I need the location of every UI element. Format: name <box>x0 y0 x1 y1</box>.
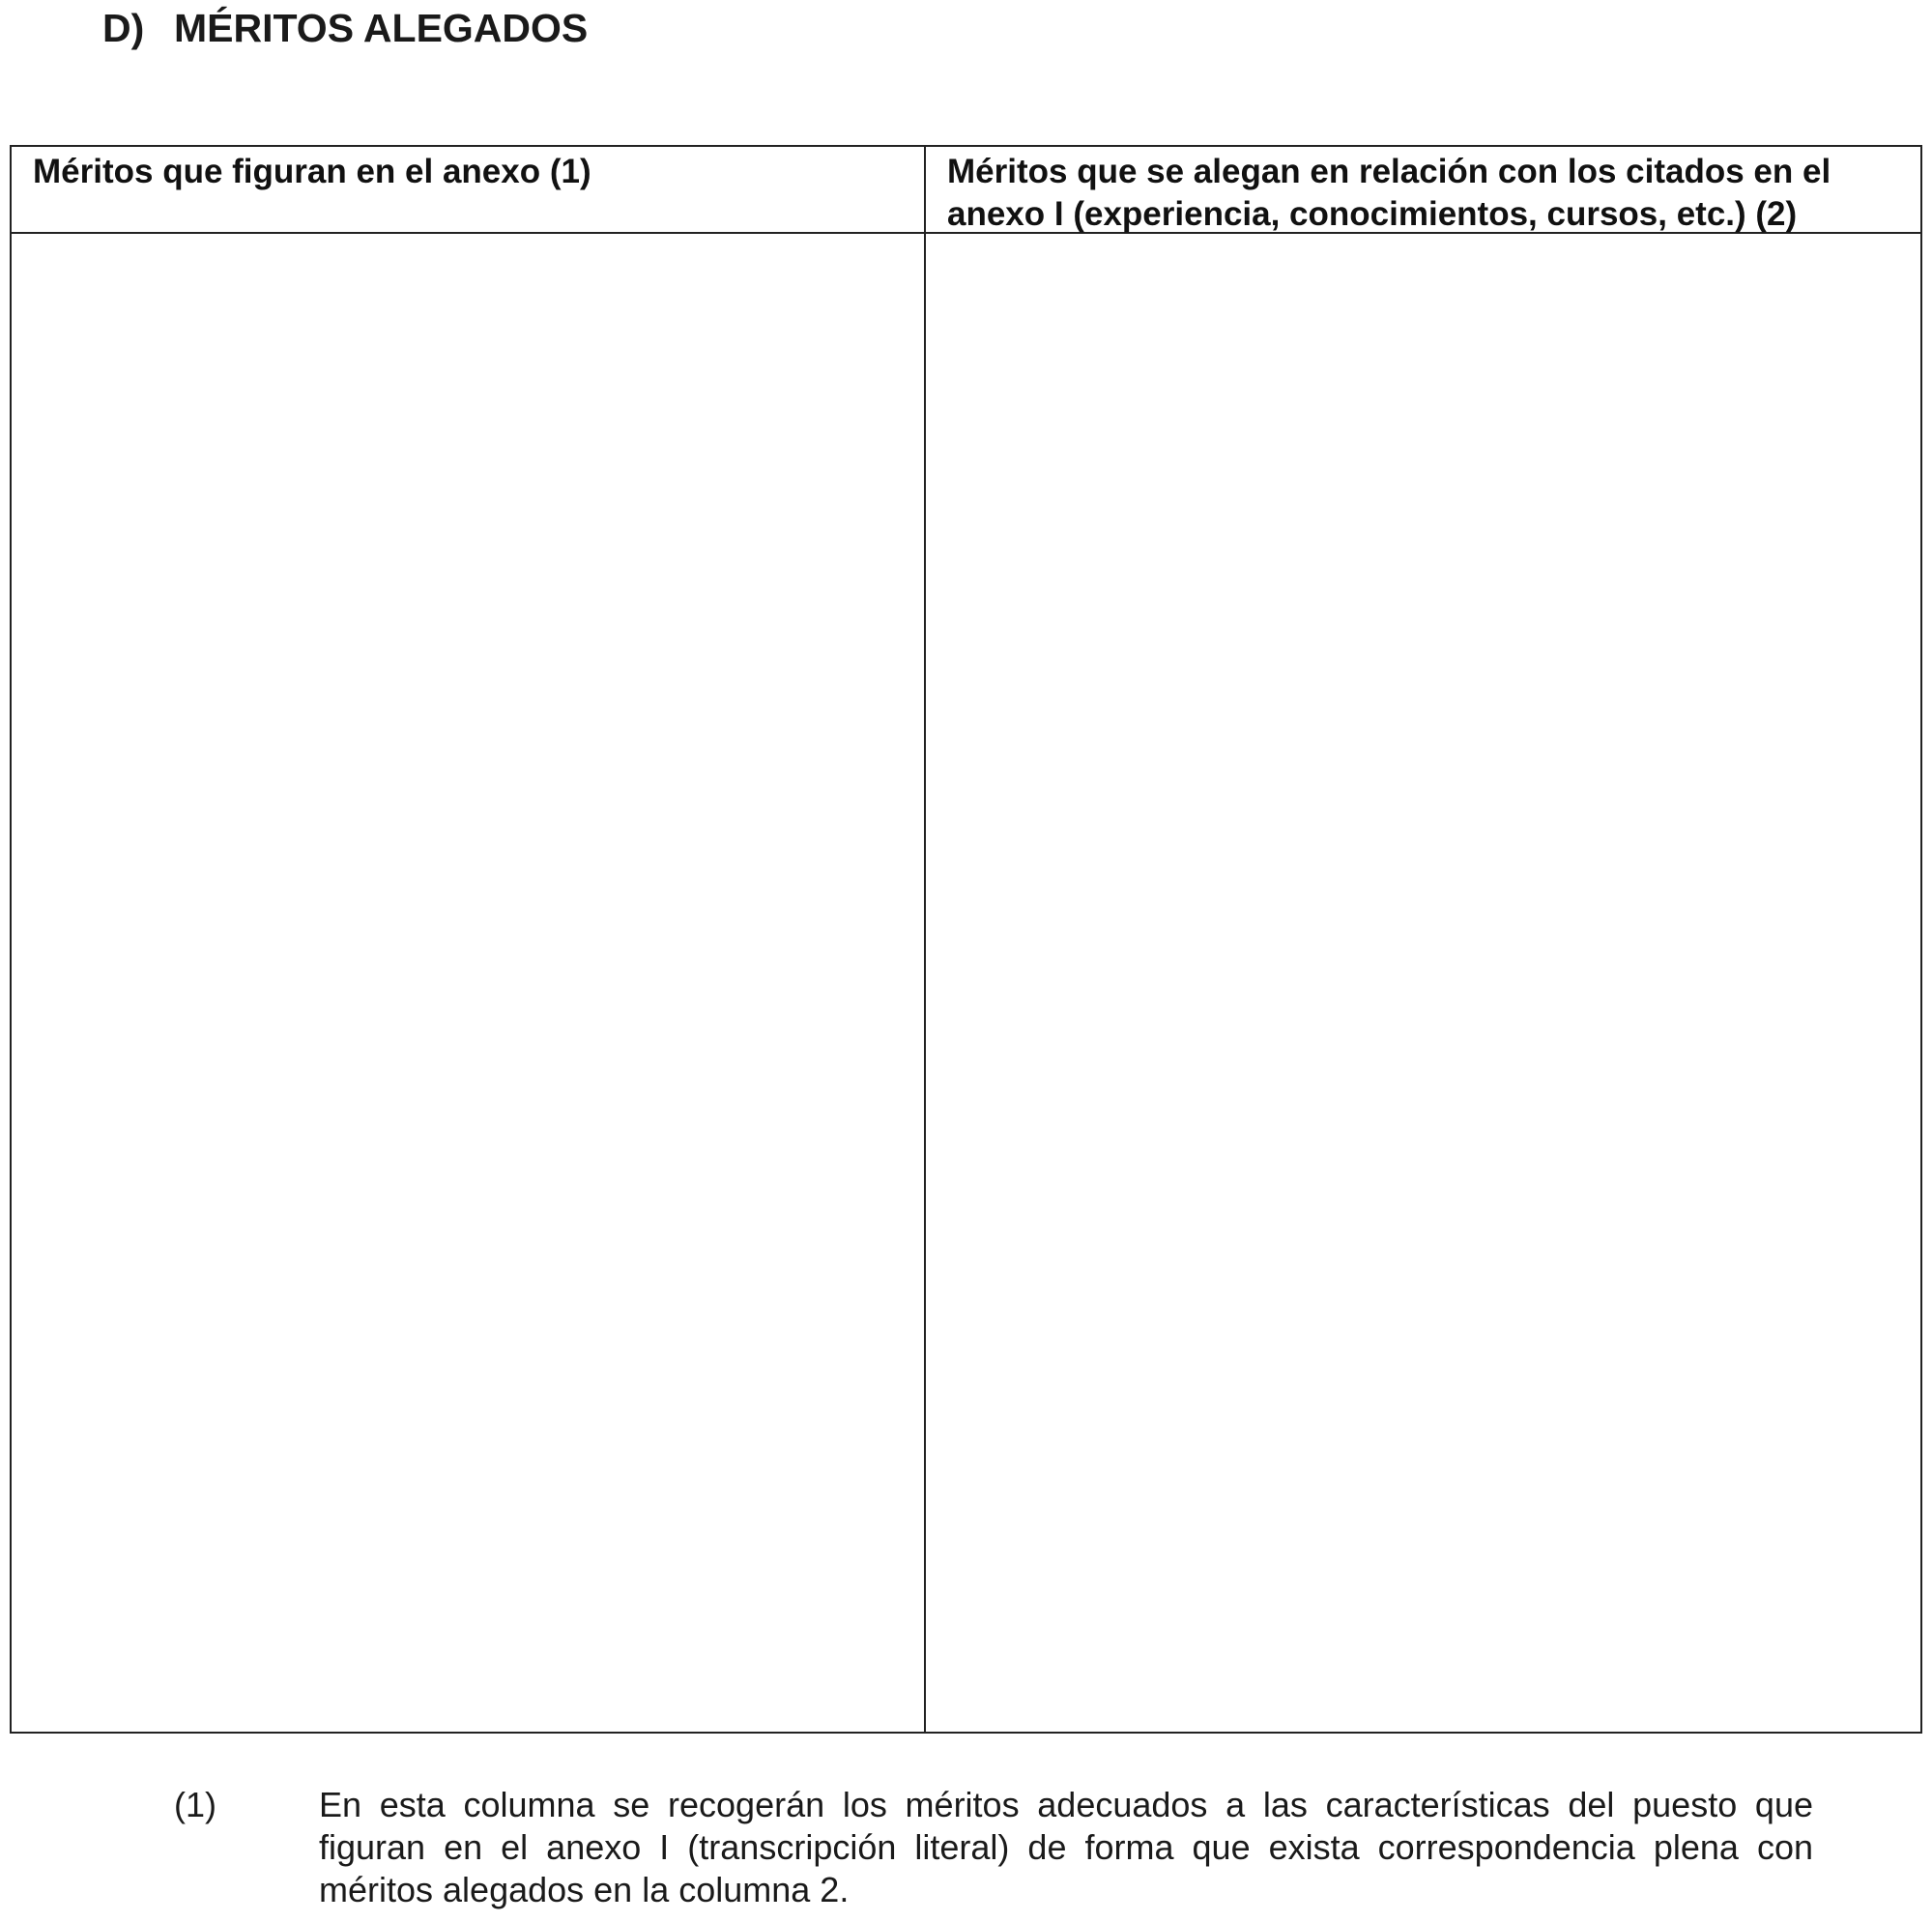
section-title: MÉRITOS ALEGADOS <box>174 6 589 50</box>
merits-table <box>10 145 1922 1734</box>
column-header-annex-merits: Méritos que figuran en el anexo (1) <box>33 153 591 190</box>
section-heading <box>102 6 588 51</box>
footnote-text: En esta columna se recogerán los méritos adecuados a las características del puesto que figuran en el anexo I (transcripción literal) de forma que exista correspondencia plena con méritos alegados en la columna 2. <box>319 1785 1813 1909</box>
section-letter: D) <box>102 6 145 50</box>
alleged-merits-cell[interactable] <box>926 232 1920 1732</box>
footnote-number: (1) <box>174 1785 216 1824</box>
annex-merits-cell[interactable] <box>12 232 924 1732</box>
column-header-alleged-merits: Méritos que se alegan en relación con los citados en el anexo I (experiencia, conocimientos, cursos, etc.) (2) <box>947 153 1831 233</box>
